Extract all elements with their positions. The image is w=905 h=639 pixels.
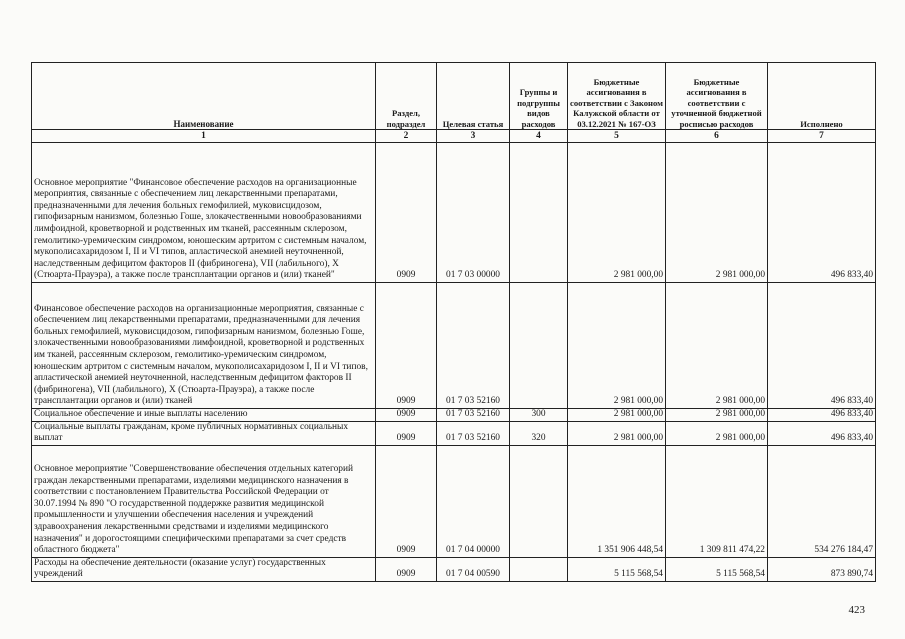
column-number-row	[32, 130, 876, 143]
row-name: Основное мероприятие "Финансовое обеспечение расходов на организационные мероприятия, связанные с обеспечением лиц лекарственными препаратами, предназначенными для лечения больных гемофилией, муковисцидозом, гипофизарным нанизмом, болезнью Гоше, злокачественными новообразованиями лимфоидной, кроветворной и родственных им тканей, рассеянным склерозом, гемолитико-уремическим синдромом, юношеским артритом с системным началом, мукополисахаридозом I, II и VI типов, апластической анемией неуточненной, наследственным дефицитом факторов II (фибриногена), VII (лабильного), X (Стюарта-Прауэра), а также после трансплантации органов и (или) тканей"	[32, 143, 376, 283]
row-refined: 2 981 000,00	[666, 143, 768, 283]
header-law: Бюджетные ассигнования в соответствии с Законом Калужской области от 03.12.2021 № 167-ОЗ	[568, 63, 666, 130]
table-row	[32, 143, 876, 283]
row-name: Расходы на обеспечение деятельности (оказание услуг) государственных учреждений	[32, 557, 376, 581]
header-name: Наименование	[32, 63, 376, 130]
header-groups: Группы и подгруппы видов расходов	[510, 63, 568, 130]
row-target: 01 7 04 00590	[437, 557, 510, 581]
row-section: 0909	[376, 283, 437, 409]
row-law: 2 981 000,00	[568, 283, 666, 409]
row-section: 0909	[376, 557, 437, 581]
row-executed: 496 833,40	[768, 421, 876, 445]
row-name: Основное мероприятие "Совершенствование обеспечения отдельных категорий граждан лекарственными препаратами, изделиями медицинского назначения в соответствии с постановлением Правительства Российской Федерации от 30.07.1994 № 890 "О государственной поддержке развития медицинской промышленности и улучшении обеспечения населения и учреждений здравоохранения лекарственными средствами и изделиями медицинского назначения" и дорогостоящими специфическими препаратами за счет средств областного бюджета"	[32, 445, 376, 557]
table-row	[32, 421, 876, 445]
header-executed: Исполнено	[768, 63, 876, 130]
column-number: 2	[376, 130, 437, 143]
row-group	[510, 557, 568, 581]
row-section: 0909	[376, 445, 437, 557]
column-number: 6	[666, 130, 768, 143]
column-number: 4	[510, 130, 568, 143]
header-section: Раздел, подраздел	[376, 63, 437, 130]
page-number: 423	[848, 604, 865, 616]
row-executed: 534 276 184,47	[768, 445, 876, 557]
row-group	[510, 143, 568, 283]
row-target: 01 7 03 52160	[437, 409, 510, 422]
header-refined: Бюджетные ассигнования в соответствии с уточненной бюджетной росписью расходов	[666, 63, 768, 130]
row-group	[510, 445, 568, 557]
row-law: 2 981 000,00	[568, 143, 666, 283]
row-law: 2 981 000,00	[568, 421, 666, 445]
row-section: 0909	[376, 409, 437, 422]
row-target: 01 7 03 00000	[437, 143, 510, 283]
row-target: 01 7 03 52160	[437, 283, 510, 409]
row-law: 2 981 000,00	[568, 409, 666, 422]
row-name: Социальные выплаты гражданам, кроме публичных нормативных социальных выплат	[32, 421, 376, 445]
column-number: 5	[568, 130, 666, 143]
column-number: 3	[437, 130, 510, 143]
row-executed: 496 833,40	[768, 409, 876, 422]
table-row	[32, 557, 876, 581]
table-row	[32, 283, 876, 409]
row-group: 300	[510, 409, 568, 422]
column-number: 1	[32, 130, 376, 143]
row-target: 01 7 03 52160	[437, 421, 510, 445]
column-number: 7	[768, 130, 876, 143]
header-row	[32, 63, 876, 130]
row-executed: 873 890,74	[768, 557, 876, 581]
row-group	[510, 283, 568, 409]
row-group: 320	[510, 421, 568, 445]
header-target: Целевая статья	[437, 63, 510, 130]
budget-table	[31, 62, 876, 582]
row-refined: 5 115 568,54	[666, 557, 768, 581]
row-section: 0909	[376, 421, 437, 445]
row-name: Социальное обеспечение и иные выплаты населению	[32, 409, 376, 422]
row-section: 0909	[376, 143, 437, 283]
row-refined: 2 981 000,00	[666, 283, 768, 409]
row-refined: 2 981 000,00	[666, 421, 768, 445]
table-row	[32, 445, 876, 557]
row-executed: 496 833,40	[768, 283, 876, 409]
row-name: Финансовое обеспечение расходов на организационные мероприятия, связанные с обеспечением лиц лекарственными препаратами, предназначенными для лечения больных гемофилией, муковисцидозом, гипофизарным нанизмом, болезнью Гоше, злокачественными новообразованиями лимфоидной, кроветворной и родственных им тканей, рассеянным склерозом, гемолитико-уремическим синдромом, юношеским артритом с системным началом, мукополисахаридозом I, II и VI типов, апластической анемией неуточненной, наследственным дефицитом факторов II (фибриногена), VII (лабильного), X (Стюарта-Прауэра), а также после трансплантации органов и (или) тканей	[32, 283, 376, 409]
row-target: 01 7 04 00000	[437, 445, 510, 557]
table-row	[32, 409, 876, 422]
row-refined: 1 309 811 474,22	[666, 445, 768, 557]
row-executed: 496 833,40	[768, 143, 876, 283]
row-law: 1 351 906 448,54	[568, 445, 666, 557]
row-law: 5 115 568,54	[568, 557, 666, 581]
row-refined: 2 981 000,00	[666, 409, 768, 422]
